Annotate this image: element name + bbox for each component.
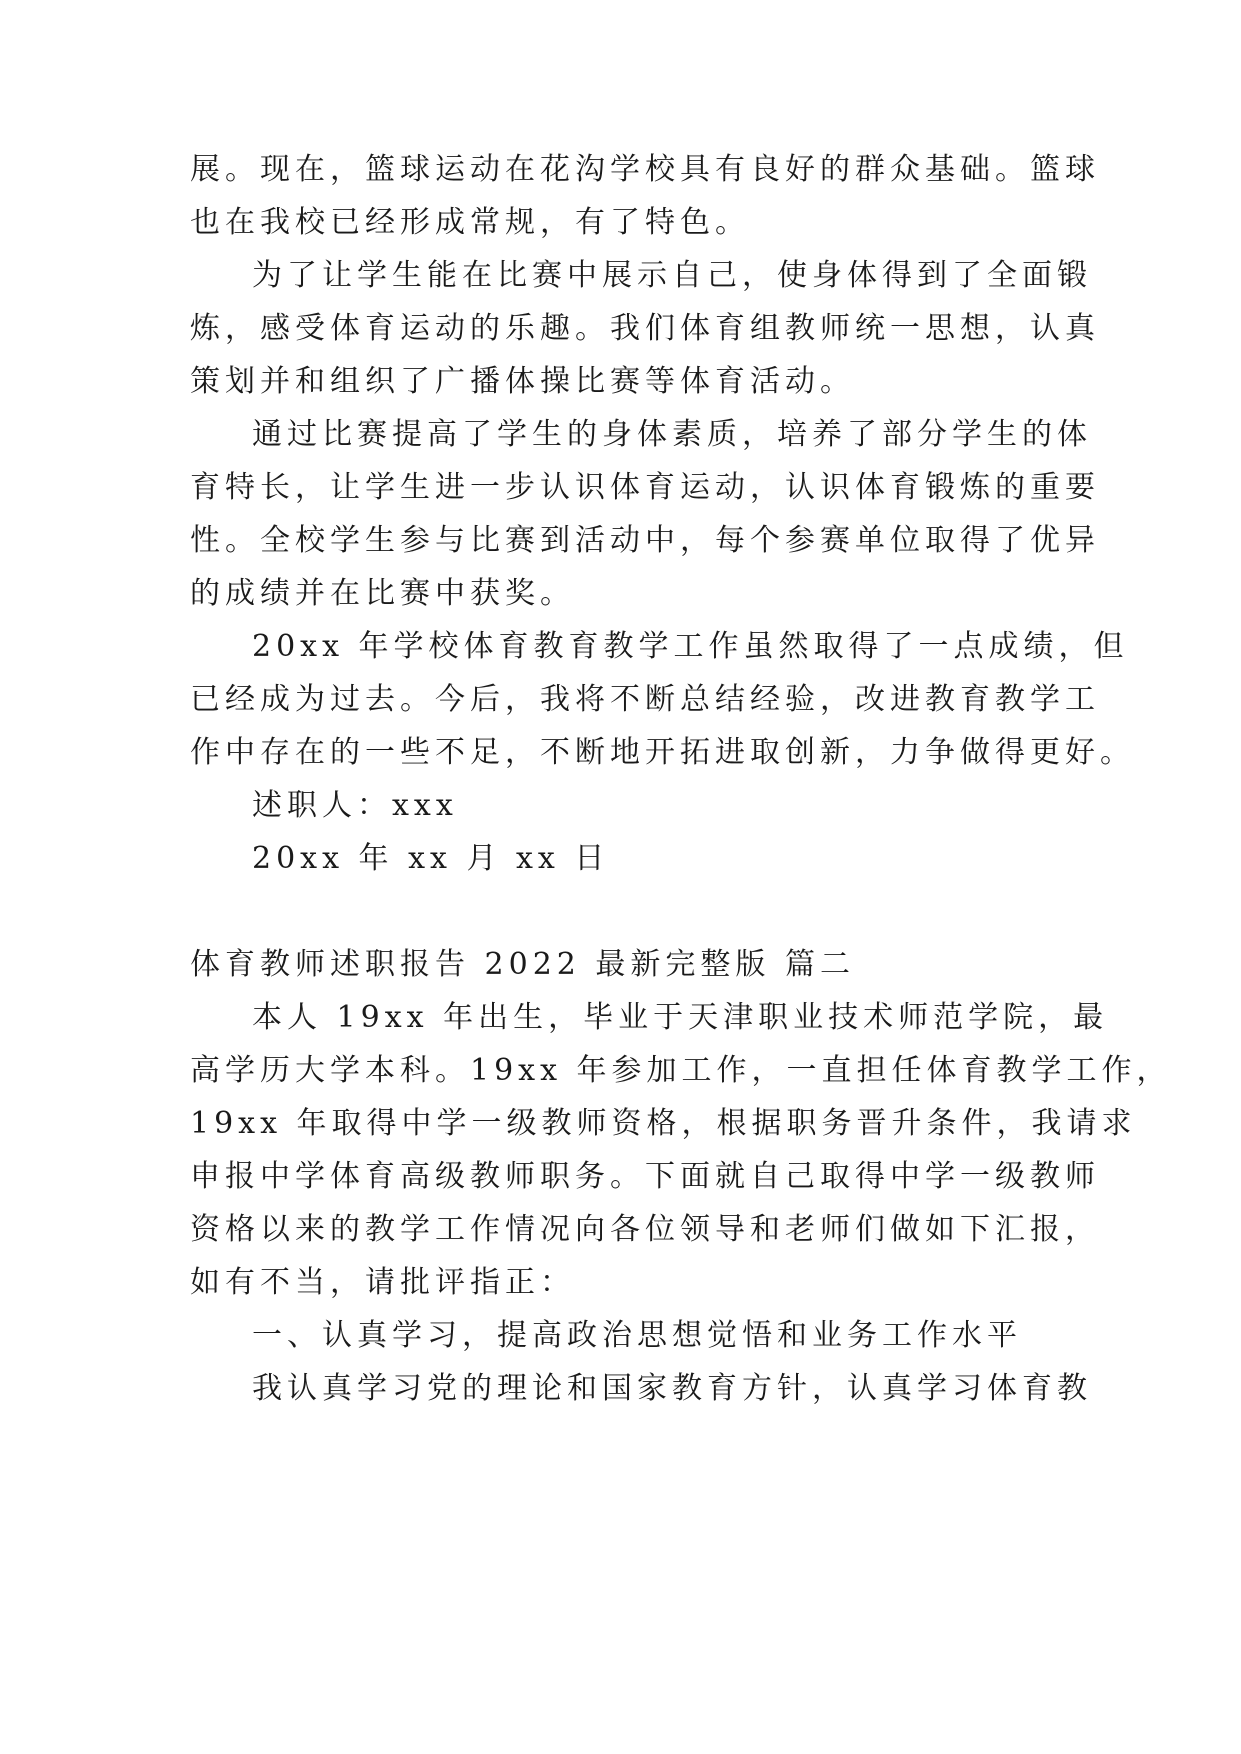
paragraph-3-line-4: 的成绩并在比赛中获奖。 <box>190 576 575 611</box>
section-paragraph-1-line-4: 申报中学体育高级教师职务。下面就自己取得中学一级教师 <box>190 1159 1100 1194</box>
section-paragraph-1-line-3: 19xx 年取得中学一级教师资格，根据职务晋升条件，我请求 <box>190 1106 1137 1141</box>
section-title: 体育教师述职报告 2022 最新完整版 篇二 <box>190 947 855 982</box>
paragraph-3-line-3: 性。全校学生参与比赛到活动中，每个参赛单位取得了优异 <box>190 523 1100 558</box>
paragraph-3-line-1: 通过比赛提高了学生的身体素质，培养了部分学生的体 <box>252 417 1092 452</box>
paragraph-1-line-2: 也在我校已经形成常规，有了特色。 <box>190 205 750 240</box>
paragraph-1-line-1: 展。现在，篮球运动在花沟学校具有良好的群众基础。篮球 <box>190 152 1100 187</box>
section-paragraph-1-line-5: 资格以来的教学工作情况向各位领导和老师们做如下汇报， <box>190 1212 1100 1247</box>
paragraph-2-line-1: 为了让学生能在比赛中展示自己，使身体得到了全面锻 <box>252 258 1092 293</box>
section-heading-1: 一、认真学习，提高政治思想觉悟和业务工作水平 <box>252 1318 1022 1353</box>
signature: 述职人：xxx <box>252 788 458 823</box>
paragraph-4-line-3: 作中存在的一些不足，不断地开拓进取创新，力争做得更好。 <box>190 735 1135 770</box>
section-paragraph-1-line-1: 本人 19xx 年出生，毕业于天津职业技术师范学院，最 <box>252 1000 1109 1035</box>
paragraph-4-line-1: 20xx 年学校体育教育教学工作虽然取得了一点成绩，但 <box>252 629 1129 664</box>
date: 20xx 年 xx 月 xx 日 <box>252 841 610 876</box>
paragraph-4-line-2: 已经成为过去。今后，我将不断总结经验，改进教育教学工 <box>190 682 1100 717</box>
section-paragraph-1-line-6: 如有不当，请批评指正： <box>190 1265 575 1300</box>
section-paragraph-1-line-2: 高学历大学本科。19xx 年参加工作，一直担任体育教学工作， <box>190 1053 1172 1088</box>
paragraph-2-line-3: 策划并和组织了广播体操比赛等体育活动。 <box>190 364 855 399</box>
section-paragraph-3-line-1: 我认真学习党的理论和国家教育方针，认真学习体育教 <box>252 1371 1092 1406</box>
paragraph-3-line-2: 育特长，让学生进一步认识体育运动，认识体育锻炼的重要 <box>190 470 1100 505</box>
paragraph-2-line-2: 炼，感受体育运动的乐趣。我们体育组教师统一思想，认真 <box>190 311 1100 346</box>
